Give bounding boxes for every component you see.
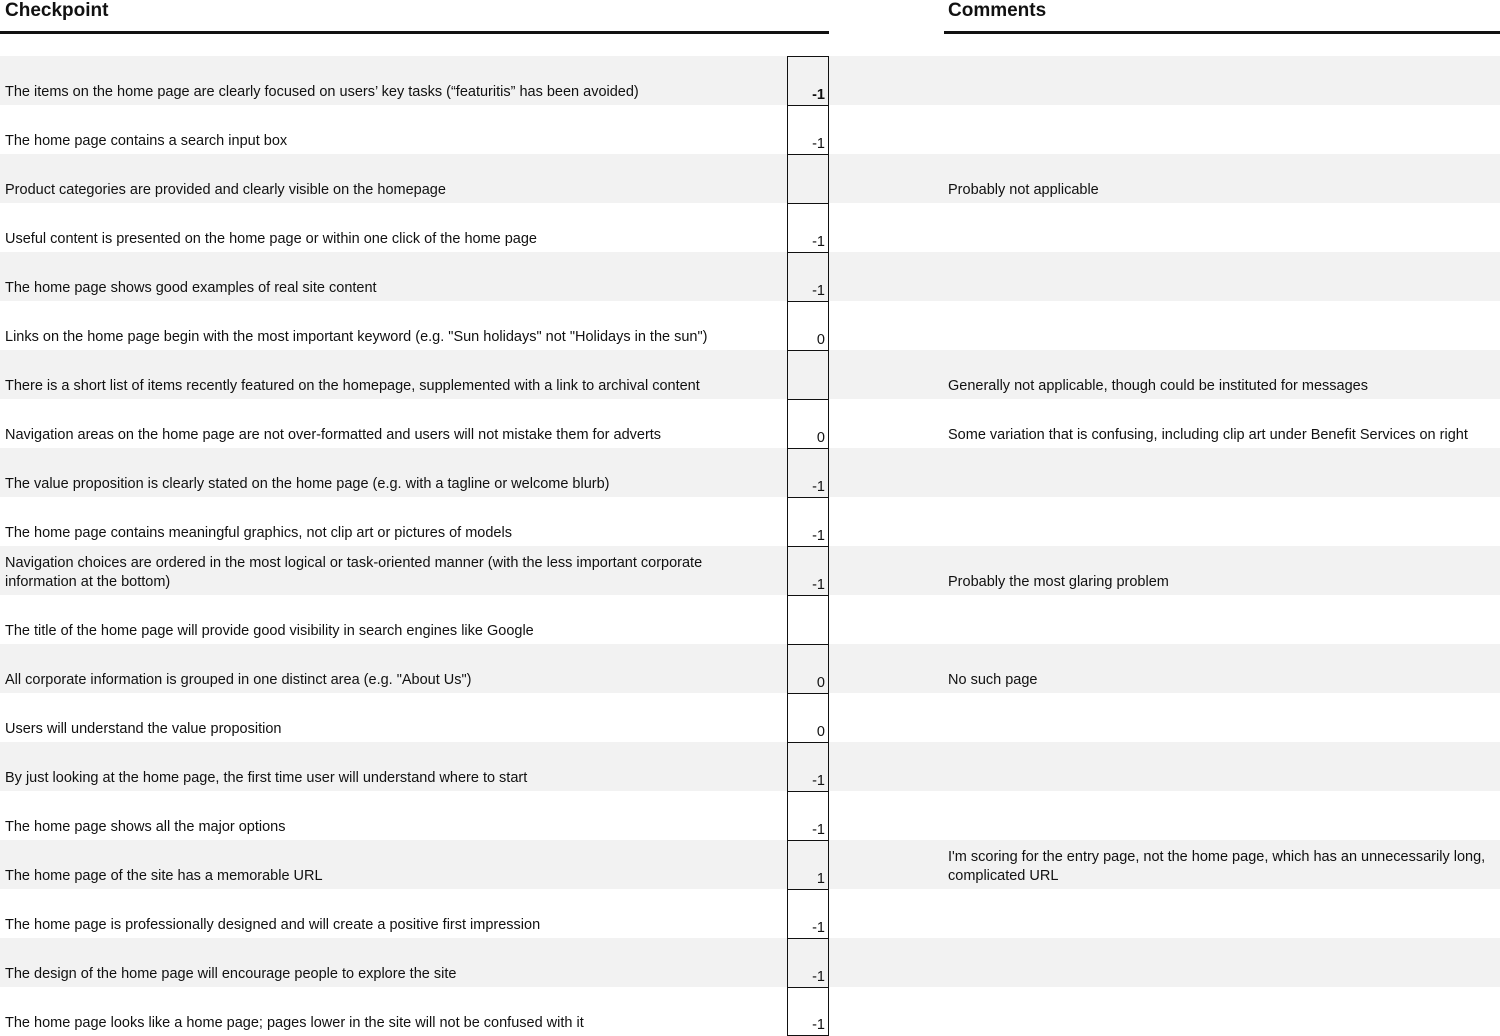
score-cell[interactable]	[787, 546, 829, 595]
comment-cell: Probably the most glaring problem	[948, 574, 1169, 590]
checkpoint-cell: The home page looks like a home page; pages lower in the site will not be confused with it	[5, 1015, 584, 1031]
score-value: -1	[812, 87, 825, 103]
table-row	[0, 154, 1500, 203]
table-row	[0, 644, 1500, 693]
score-cell[interactable]	[787, 252, 829, 301]
score-cell[interactable]	[787, 987, 829, 1036]
comments-header-rule	[944, 31, 1500, 34]
table-row	[0, 203, 1500, 252]
comments-column-header	[944, 0, 1500, 36]
score-cell[interactable]	[787, 840, 829, 889]
score-value: 0	[816, 430, 825, 446]
table-row	[0, 105, 1500, 154]
comment-cell: I'm scoring for the entry page, not the home page, which has an unnecessarily long, complicated URL	[948, 849, 1486, 884]
score-cell[interactable]	[787, 693, 829, 742]
score-cell[interactable]	[787, 742, 829, 791]
table-row	[0, 252, 1500, 301]
checkpoint-cell: By just looking at the home page, the first time user will understand where to start	[5, 770, 528, 786]
score-cell[interactable]	[787, 497, 829, 546]
score-cell[interactable]	[787, 938, 829, 987]
checkpoint-cell: Links on the home page begin with the most important keyword (e.g. "Sun holidays" not "Holidays in the sun")	[5, 329, 708, 345]
checkpoint-cell: The home page contains meaningful graphics, not clip art or pictures of models	[5, 525, 512, 541]
checkpoint-cell: The value proposition is clearly stated on the home page (e.g. with a tagline or welcome blurb)	[5, 476, 610, 492]
checkpoint-cell: The home page shows all the major options	[5, 819, 286, 835]
score-cell[interactable]	[787, 105, 829, 154]
table-row	[0, 301, 1500, 350]
score-value: -1	[812, 136, 825, 152]
score-value: 0	[816, 724, 825, 740]
table-row	[0, 497, 1500, 546]
checkpoint-cell: The design of the home page will encourage people to explore the site	[5, 966, 457, 982]
checkpoint-cell: The home page contains a search input box	[5, 133, 288, 149]
checkpoint-cell: Product categories are provided and clearly visible on the homepage	[5, 182, 446, 198]
table-row	[0, 546, 1500, 595]
comment-cell: Generally not applicable, though could be instituted for messages	[948, 378, 1368, 394]
score-value: 1	[816, 871, 825, 887]
score-cell[interactable]	[787, 595, 829, 644]
checkpoint-cell: The home page is professionally designed and will create a positive first impression	[5, 917, 541, 933]
table-row	[0, 350, 1500, 399]
score-cell[interactable]	[787, 56, 829, 105]
checkpoint-cell: The items on the home page are clearly focused on users’ key tasks (“featuritis” has been avoided)	[5, 84, 639, 100]
table-row	[0, 840, 1500, 889]
checkpoint-cell: Navigation choices are ordered in the most logical or task-oriented manner (with the less important corporate information at the bottom)	[5, 555, 703, 590]
score-value: -1	[812, 773, 825, 789]
checklist-rows	[0, 56, 1500, 1036]
score-value: -1	[812, 822, 825, 838]
score-cell[interactable]	[787, 644, 829, 693]
table-row	[0, 938, 1500, 987]
score-cell[interactable]	[787, 791, 829, 840]
checkpoint-column-header	[0, 0, 829, 36]
checkpoint-cell: The home page shows good examples of real site content	[5, 280, 377, 296]
score-cell[interactable]	[787, 154, 829, 203]
checkpoint-cell: Navigation areas on the home page are not over-formatted and users will not mistake them for adverts	[5, 427, 662, 443]
table-row	[0, 399, 1500, 448]
table-row	[0, 791, 1500, 840]
score-value: -1	[812, 479, 825, 495]
checkpoint-cell: Useful content is presented on the home page or within one click of the home page	[5, 231, 537, 247]
table-row	[0, 56, 1500, 105]
checkpoint-cell: The home page of the site has a memorable URL	[5, 868, 323, 884]
table-row	[0, 448, 1500, 497]
score-value: -1	[812, 1017, 825, 1033]
checkpoint-cell: The title of the home page will provide good visibility in search engines like Google	[5, 623, 534, 639]
checkpoint-header-rule	[0, 31, 829, 34]
score-cell[interactable]	[787, 448, 829, 497]
table-row	[0, 742, 1500, 791]
comment-cell: Probably not applicable	[948, 182, 1099, 198]
score-cell[interactable]	[787, 399, 829, 448]
table-row	[0, 987, 1500, 1036]
score-value: 0	[816, 332, 825, 348]
score-cell[interactable]	[787, 203, 829, 252]
comment-cell: No such page	[948, 672, 1038, 688]
table-row	[0, 693, 1500, 742]
score-cell[interactable]	[787, 889, 829, 938]
score-value: -1	[812, 920, 825, 936]
checkpoint-cell: There is a short list of items recently featured on the homepage, supplemented with a link to archival content	[5, 378, 700, 394]
comment-cell: Some variation that is confusing, including clip art under Benefit Services on right	[948, 427, 1468, 443]
score-value: -1	[812, 969, 825, 985]
score-value: -1	[812, 528, 825, 544]
score-value: -1	[812, 234, 825, 250]
checkpoint-header-label: Checkpoint	[5, 0, 109, 21]
score-value: -1	[812, 577, 825, 593]
table-row	[0, 595, 1500, 644]
score-value: 0	[816, 675, 825, 691]
table-row	[0, 889, 1500, 938]
score-cell[interactable]	[787, 350, 829, 399]
score-value: -1	[812, 283, 825, 299]
checkpoint-cell: Users will understand the value proposition	[5, 721, 282, 737]
comments-header-label: Comments	[948, 0, 1047, 21]
score-cell[interactable]	[787, 301, 829, 350]
checkpoint-cell: All corporate information is grouped in one distinct area (e.g. "About Us")	[5, 672, 472, 688]
